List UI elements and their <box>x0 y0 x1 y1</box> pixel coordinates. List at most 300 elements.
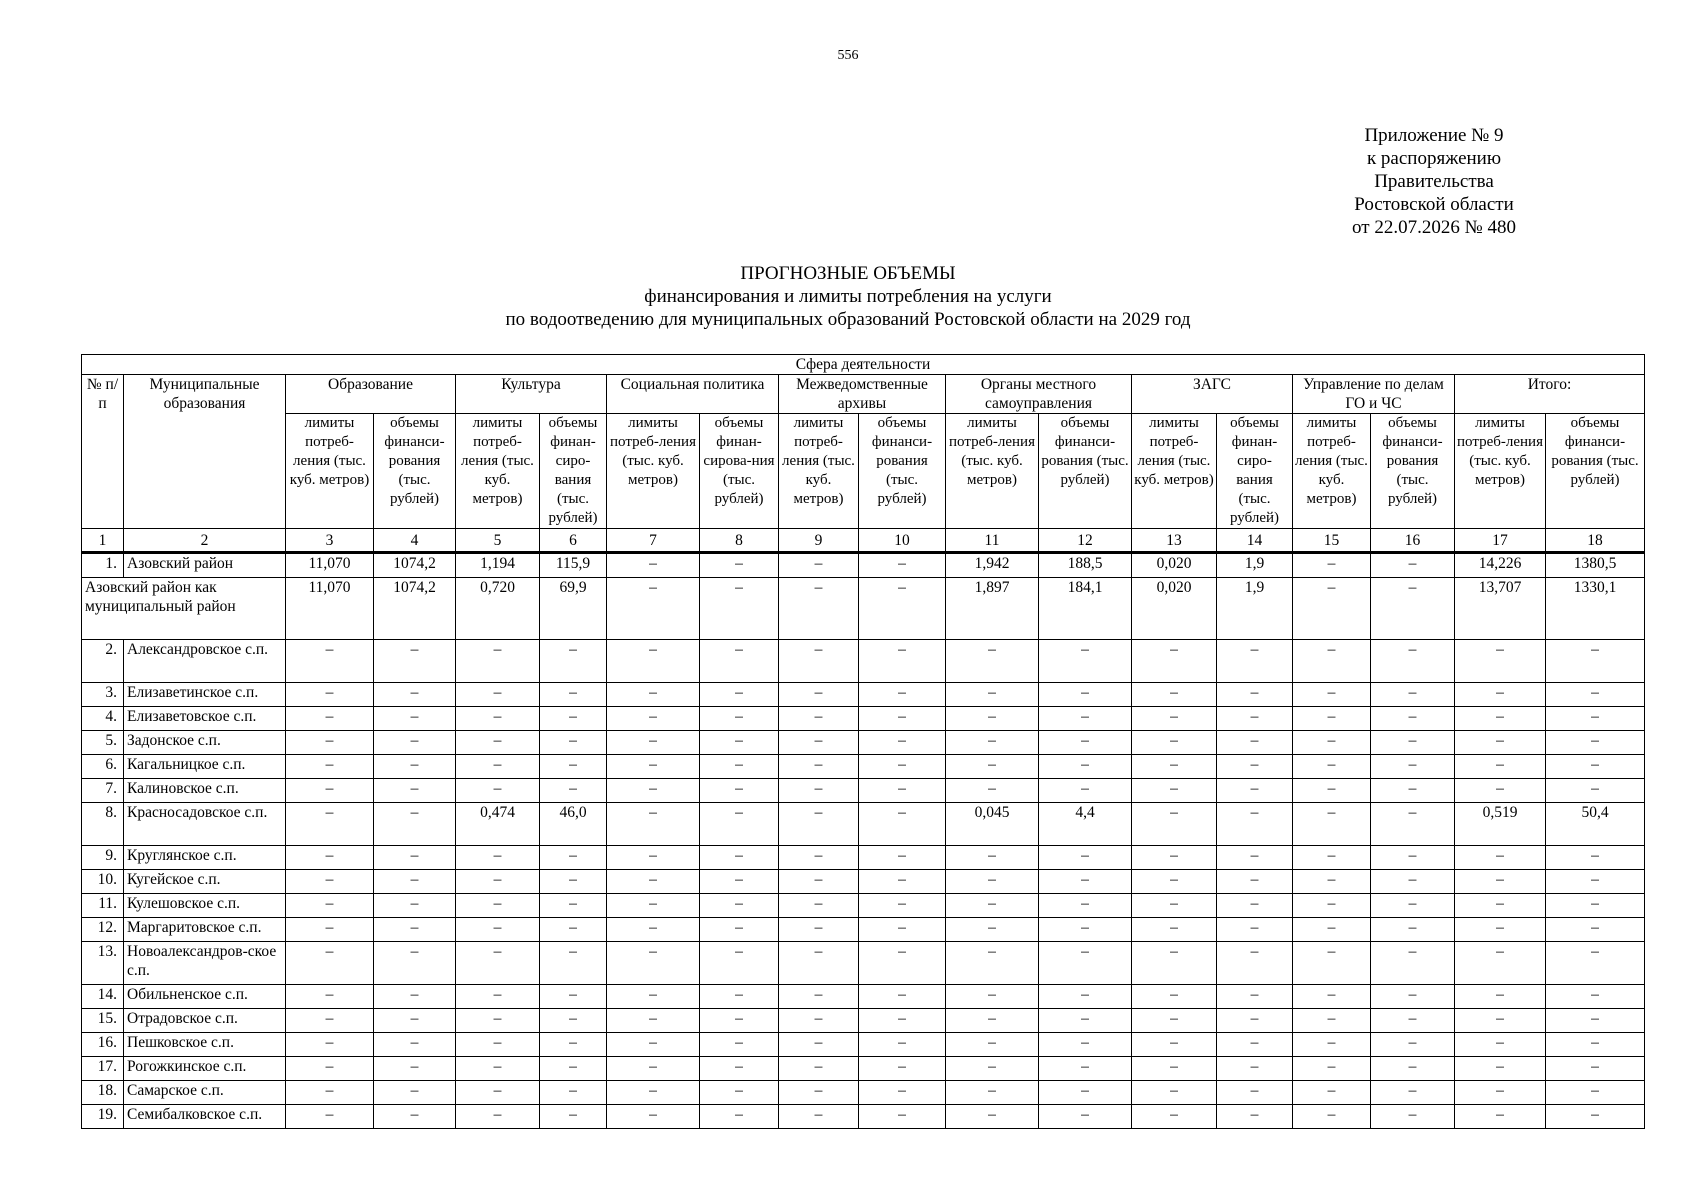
value-cell: – <box>1293 918 1371 942</box>
value-cell: – <box>946 985 1039 1009</box>
value-cell: – <box>1455 985 1546 1009</box>
value-cell: – <box>456 640 540 683</box>
value-cell: – <box>1039 1105 1132 1129</box>
value-cell: – <box>779 942 859 985</box>
value-cell: – <box>540 683 607 707</box>
value-cell: – <box>456 870 540 894</box>
value-cell: – <box>607 779 700 803</box>
category-header: Образование <box>286 375 456 414</box>
value-cell: – <box>1132 640 1217 683</box>
table-row <box>82 731 1645 755</box>
subheader-cell: лимиты потреб-ления (тыс. куб. метров) <box>456 414 540 529</box>
value-cell: – <box>859 578 946 640</box>
category-header: Социальная политика <box>607 375 779 414</box>
value-cell: 0,045 <box>946 803 1039 846</box>
value-cell: – <box>1293 942 1371 985</box>
value-cell: – <box>1546 683 1645 707</box>
table-row <box>82 803 1645 846</box>
value-cell: – <box>1371 1009 1455 1033</box>
category-header: Межведомственные архивы <box>779 375 946 414</box>
value-cell: – <box>1371 1033 1455 1057</box>
value-cell: – <box>1039 1081 1132 1105</box>
value-cell: – <box>1132 870 1217 894</box>
value-cell: – <box>1039 707 1132 731</box>
value-cell: – <box>286 1009 374 1033</box>
subheader-cell: лимиты потреб-ления (тыс. куб. метров) <box>1293 414 1371 529</box>
column-number: 16 <box>1371 529 1455 553</box>
value-cell: – <box>456 1081 540 1105</box>
municipality-name: Самарское с.п. <box>124 1081 286 1105</box>
value-cell: – <box>1132 1009 1217 1033</box>
value-cell: – <box>946 870 1039 894</box>
column-number: 2 <box>124 529 286 553</box>
value-cell: – <box>1132 779 1217 803</box>
value-cell: – <box>1039 640 1132 683</box>
value-cell: – <box>1546 1105 1645 1129</box>
value-cell: – <box>1371 985 1455 1009</box>
row-index: 1. <box>82 553 124 578</box>
value-cell: – <box>1371 1081 1455 1105</box>
title-line: ПРОГНОЗНЫЕ ОБЪЕМЫ <box>740 263 956 284</box>
table-row <box>82 870 1645 894</box>
value-cell: – <box>779 1009 859 1033</box>
value-cell: – <box>540 918 607 942</box>
value-cell: – <box>374 779 456 803</box>
value-cell: 11,070 <box>286 553 374 578</box>
value-cell: 0,519 <box>1455 803 1546 846</box>
value-cell: – <box>1132 803 1217 846</box>
value-cell: – <box>859 1057 946 1081</box>
value-cell: – <box>1217 1081 1293 1105</box>
value-cell: – <box>1132 1105 1217 1129</box>
value-cell: – <box>607 870 700 894</box>
value-cell: – <box>779 870 859 894</box>
value-cell: – <box>859 755 946 779</box>
value-cell: – <box>456 779 540 803</box>
municipality-name: Азовский район <box>124 553 286 578</box>
value-cell: – <box>1039 779 1132 803</box>
municipality-name: Круглянское с.п. <box>124 846 286 870</box>
value-cell: – <box>374 985 456 1009</box>
value-cell: – <box>1455 640 1546 683</box>
value-cell: – <box>1546 1009 1645 1033</box>
value-cell: – <box>286 942 374 985</box>
value-cell: – <box>1132 918 1217 942</box>
row-index: 8. <box>82 803 124 846</box>
column-number: 9 <box>779 529 859 553</box>
subheader-cell: лимиты потреб-ления (тыс. куб. метров) <box>1455 414 1546 529</box>
value-cell: – <box>1293 553 1371 578</box>
value-cell: – <box>1371 1105 1455 1129</box>
value-cell: – <box>1293 1057 1371 1081</box>
value-cell: – <box>286 803 374 846</box>
table-row <box>82 1105 1645 1129</box>
value-cell: – <box>286 1057 374 1081</box>
value-cell: 0,020 <box>1132 553 1217 578</box>
value-cell: – <box>1293 578 1371 640</box>
appendix-line: к распоряжению <box>1366 148 1502 169</box>
value-cell: – <box>286 1033 374 1057</box>
column-number: 6 <box>540 529 607 553</box>
value-cell: – <box>607 640 700 683</box>
value-cell: – <box>700 755 779 779</box>
value-cell: – <box>607 707 700 731</box>
value-cell: – <box>1455 683 1546 707</box>
value-cell: – <box>456 1105 540 1129</box>
municipality-name: Красносадовское с.п. <box>124 803 286 846</box>
municipality-name: Азовский район как муниципальный район <box>82 578 286 640</box>
subheader-cell: объемы финанси-рования (тыс. рублей) <box>1546 414 1645 529</box>
value-cell: 1380,5 <box>1546 553 1645 578</box>
table-row <box>82 683 1645 707</box>
value-cell: – <box>1217 640 1293 683</box>
value-cell: – <box>1039 894 1132 918</box>
value-cell: – <box>374 918 456 942</box>
value-cell: – <box>286 640 374 683</box>
subheader-cell: объемы финанси-рования (тыс. рублей) <box>1039 414 1132 529</box>
value-cell: – <box>859 707 946 731</box>
value-cell: – <box>456 1033 540 1057</box>
title-line: финансирования и лимиты потребления на услуги <box>644 286 1052 307</box>
value-cell: – <box>859 553 946 578</box>
municipality-name: Маргаритовское с.п. <box>124 918 286 942</box>
value-cell: – <box>1293 1033 1371 1057</box>
row-index: 6. <box>82 755 124 779</box>
value-cell: – <box>607 1057 700 1081</box>
value-cell: – <box>1293 985 1371 1009</box>
value-cell: – <box>286 985 374 1009</box>
value-cell: – <box>946 779 1039 803</box>
value-cell: – <box>859 918 946 942</box>
value-cell: – <box>700 640 779 683</box>
value-cell: – <box>540 846 607 870</box>
value-cell: – <box>540 1105 607 1129</box>
value-cell: – <box>1217 985 1293 1009</box>
value-cell: – <box>1293 846 1371 870</box>
row-index: 12. <box>82 918 124 942</box>
value-cell: – <box>946 755 1039 779</box>
value-cell: – <box>779 1081 859 1105</box>
value-cell: – <box>286 683 374 707</box>
table-row <box>82 578 1645 640</box>
value-cell: – <box>700 942 779 985</box>
value-cell: – <box>946 894 1039 918</box>
value-cell: – <box>700 1033 779 1057</box>
column-number: 3 <box>286 529 374 553</box>
value-cell: – <box>700 1081 779 1105</box>
value-cell: – <box>1371 918 1455 942</box>
value-cell: – <box>607 578 700 640</box>
value-cell: – <box>607 803 700 846</box>
value-cell: – <box>1132 731 1217 755</box>
value-cell: – <box>286 1081 374 1105</box>
value-cell: – <box>456 707 540 731</box>
value-cell: – <box>1039 918 1132 942</box>
value-cell: – <box>1371 894 1455 918</box>
value-cell: 11,070 <box>286 578 374 640</box>
value-cell: – <box>607 846 700 870</box>
row-index: 7. <box>82 779 124 803</box>
value-cell: – <box>374 755 456 779</box>
value-cell: – <box>286 918 374 942</box>
value-cell: – <box>374 870 456 894</box>
table-row <box>82 846 1645 870</box>
column-number: 13 <box>1132 529 1217 553</box>
value-cell: – <box>859 942 946 985</box>
value-cell: – <box>779 1057 859 1081</box>
row-index: 3. <box>82 683 124 707</box>
value-cell: – <box>374 894 456 918</box>
value-cell: – <box>859 985 946 1009</box>
value-cell: – <box>286 894 374 918</box>
category-header: ЗАГС <box>1132 375 1293 414</box>
value-cell: – <box>374 683 456 707</box>
value-cell: – <box>1039 683 1132 707</box>
municipality-name: Кулешовское с.п. <box>124 894 286 918</box>
value-cell: – <box>1132 707 1217 731</box>
subheader-cell: объемы финан-сирова-ния (тыс. рублей) <box>700 414 779 529</box>
col-municipality-header: Муниципальные образования <box>124 375 286 529</box>
value-cell: – <box>700 779 779 803</box>
appendix-line: Ростовской области <box>1354 194 1514 215</box>
appendix-line: Приложение № 9 <box>1364 125 1504 146</box>
value-cell: 1,194 <box>456 553 540 578</box>
page-number: 556 <box>837 48 859 63</box>
value-cell: – <box>1293 779 1371 803</box>
value-cell: – <box>1455 779 1546 803</box>
value-cell: – <box>859 683 946 707</box>
value-cell: – <box>1217 1033 1293 1057</box>
value-cell: – <box>1455 846 1546 870</box>
value-cell: – <box>1132 942 1217 985</box>
value-cell: – <box>1293 755 1371 779</box>
value-cell: – <box>607 1081 700 1105</box>
value-cell: – <box>374 1081 456 1105</box>
value-cell: – <box>946 731 1039 755</box>
value-cell: – <box>286 707 374 731</box>
value-cell: – <box>779 707 859 731</box>
value-cell: – <box>456 755 540 779</box>
value-cell: – <box>1217 707 1293 731</box>
value-cell: – <box>1371 707 1455 731</box>
value-cell: – <box>540 870 607 894</box>
value-cell: – <box>607 731 700 755</box>
value-cell: – <box>1039 755 1132 779</box>
value-cell: – <box>1546 707 1645 731</box>
value-cell: – <box>859 779 946 803</box>
value-cell: – <box>456 985 540 1009</box>
table-row <box>82 1081 1645 1105</box>
value-cell: – <box>540 985 607 1009</box>
column-number: 10 <box>859 529 946 553</box>
value-cell: – <box>1455 731 1546 755</box>
value-cell: – <box>456 846 540 870</box>
value-cell: 13,707 <box>1455 578 1546 640</box>
value-cell: – <box>1132 1081 1217 1105</box>
value-cell: – <box>1371 755 1455 779</box>
value-cell: – <box>946 918 1039 942</box>
title-line: по водоотведению для муниципальных образований Ростовской области на 2029 год <box>505 309 1191 330</box>
category-header: Итого: <box>1455 375 1645 414</box>
value-cell: – <box>1039 985 1132 1009</box>
value-cell: 1074,2 <box>374 553 456 578</box>
row-index: 16. <box>82 1033 124 1057</box>
value-cell: – <box>1455 918 1546 942</box>
value-cell: – <box>1371 731 1455 755</box>
value-cell: – <box>1132 1057 1217 1081</box>
subheader-cell: объемы финан-сиро-вания (тыс. рублей) <box>1217 414 1293 529</box>
value-cell: – <box>1217 1057 1293 1081</box>
value-cell: – <box>1546 755 1645 779</box>
value-cell: – <box>456 1057 540 1081</box>
column-number: 12 <box>1039 529 1132 553</box>
column-number: 5 <box>456 529 540 553</box>
value-cell: – <box>1039 942 1132 985</box>
value-cell: 46,0 <box>540 803 607 846</box>
value-cell: – <box>946 707 1039 731</box>
value-cell: – <box>1546 731 1645 755</box>
value-cell: – <box>1455 894 1546 918</box>
column-number: 14 <box>1217 529 1293 553</box>
value-cell: – <box>779 1105 859 1129</box>
row-index: 19. <box>82 1105 124 1129</box>
value-cell: – <box>1455 1057 1546 1081</box>
value-cell: – <box>456 731 540 755</box>
value-cell: – <box>1293 683 1371 707</box>
value-cell: – <box>859 803 946 846</box>
value-cell: – <box>1293 1105 1371 1129</box>
value-cell: – <box>1546 870 1645 894</box>
municipality-name: Отрадовское с.п. <box>124 1009 286 1033</box>
value-cell: – <box>859 1033 946 1057</box>
value-cell: – <box>1371 553 1455 578</box>
value-cell: – <box>1371 846 1455 870</box>
subheader-cell: объемы финанси-рования (тыс. рублей) <box>859 414 946 529</box>
value-cell: – <box>1546 1081 1645 1105</box>
value-cell: – <box>779 985 859 1009</box>
row-index: 4. <box>82 707 124 731</box>
category-header: Культура <box>456 375 607 414</box>
column-number: 7 <box>607 529 700 553</box>
column-number: 17 <box>1455 529 1546 553</box>
value-cell: – <box>286 731 374 755</box>
value-cell: – <box>607 918 700 942</box>
value-cell: – <box>540 1033 607 1057</box>
value-cell: – <box>1293 803 1371 846</box>
row-index: 2. <box>82 640 124 683</box>
value-cell: – <box>1293 640 1371 683</box>
value-cell: – <box>1217 846 1293 870</box>
value-cell: – <box>700 731 779 755</box>
municipality-name: Александровское с.п. <box>124 640 286 683</box>
row-index: 13. <box>82 942 124 985</box>
value-cell: – <box>779 779 859 803</box>
value-cell: – <box>456 1009 540 1033</box>
value-cell: – <box>1217 683 1293 707</box>
value-cell: – <box>1546 779 1645 803</box>
table-row <box>82 1033 1645 1057</box>
column-number: 11 <box>946 529 1039 553</box>
value-cell: – <box>607 755 700 779</box>
value-cell: – <box>1293 1009 1371 1033</box>
category-header: Органы местного самоуправления <box>946 375 1132 414</box>
value-cell: – <box>859 640 946 683</box>
table-row <box>82 707 1645 731</box>
value-cell: – <box>1217 894 1293 918</box>
subheader-cell: лимиты потреб-ления (тыс. куб. метров) <box>607 414 700 529</box>
value-cell: – <box>1217 870 1293 894</box>
value-cell: – <box>1371 683 1455 707</box>
value-cell: – <box>1546 918 1645 942</box>
row-index: 11. <box>82 894 124 918</box>
subheader-cell: лимиты потреб-ления (тыс. куб. метров) <box>286 414 374 529</box>
row-index: 15. <box>82 1009 124 1033</box>
column-number: 15 <box>1293 529 1371 553</box>
value-cell: – <box>1293 870 1371 894</box>
value-cell: – <box>1039 870 1132 894</box>
column-number: 18 <box>1546 529 1645 553</box>
value-cell: – <box>540 1057 607 1081</box>
value-cell: – <box>700 707 779 731</box>
value-cell: 69,9 <box>540 578 607 640</box>
column-number: 4 <box>374 529 456 553</box>
value-cell: – <box>1546 985 1645 1009</box>
value-cell: – <box>456 683 540 707</box>
row-index: 10. <box>82 870 124 894</box>
value-cell: – <box>700 1105 779 1129</box>
value-cell: 1,942 <box>946 553 1039 578</box>
category-header: Управление по делам ГО и ЧС <box>1293 375 1455 414</box>
value-cell: – <box>1546 942 1645 985</box>
value-cell: – <box>1293 1081 1371 1105</box>
value-cell: – <box>456 918 540 942</box>
value-cell: – <box>1546 846 1645 870</box>
value-cell: – <box>1217 779 1293 803</box>
value-cell: 1,9 <box>1217 553 1293 578</box>
value-cell: – <box>1371 803 1455 846</box>
subheader-cell: объемы финанси-рования (тыс. рублей) <box>374 414 456 529</box>
table-row <box>82 985 1645 1009</box>
value-cell: 14,226 <box>1455 553 1546 578</box>
value-cell: – <box>286 846 374 870</box>
value-cell: – <box>1371 942 1455 985</box>
value-cell: 1330,1 <box>1546 578 1645 640</box>
value-cell: – <box>374 1009 456 1033</box>
municipality-name: Кугейское с.п. <box>124 870 286 894</box>
value-cell: – <box>700 918 779 942</box>
row-index: 9. <box>82 846 124 870</box>
value-cell: 184,1 <box>1039 578 1132 640</box>
table-row <box>82 779 1645 803</box>
value-cell: – <box>1039 731 1132 755</box>
value-cell: – <box>1039 1057 1132 1081</box>
value-cell: – <box>779 731 859 755</box>
value-cell: – <box>946 1009 1039 1033</box>
value-cell: – <box>1371 779 1455 803</box>
municipality-name: Рогожкинское с.п. <box>124 1057 286 1081</box>
municipality-name: Обильненское с.п. <box>124 985 286 1009</box>
value-cell: – <box>540 942 607 985</box>
row-index: 14. <box>82 985 124 1009</box>
value-cell: – <box>1546 1057 1645 1081</box>
value-cell: – <box>1039 1033 1132 1057</box>
value-cell: – <box>540 894 607 918</box>
value-cell: – <box>779 755 859 779</box>
value-cell: – <box>607 553 700 578</box>
table-row <box>82 894 1645 918</box>
value-cell: – <box>607 1033 700 1057</box>
value-cell: – <box>779 553 859 578</box>
